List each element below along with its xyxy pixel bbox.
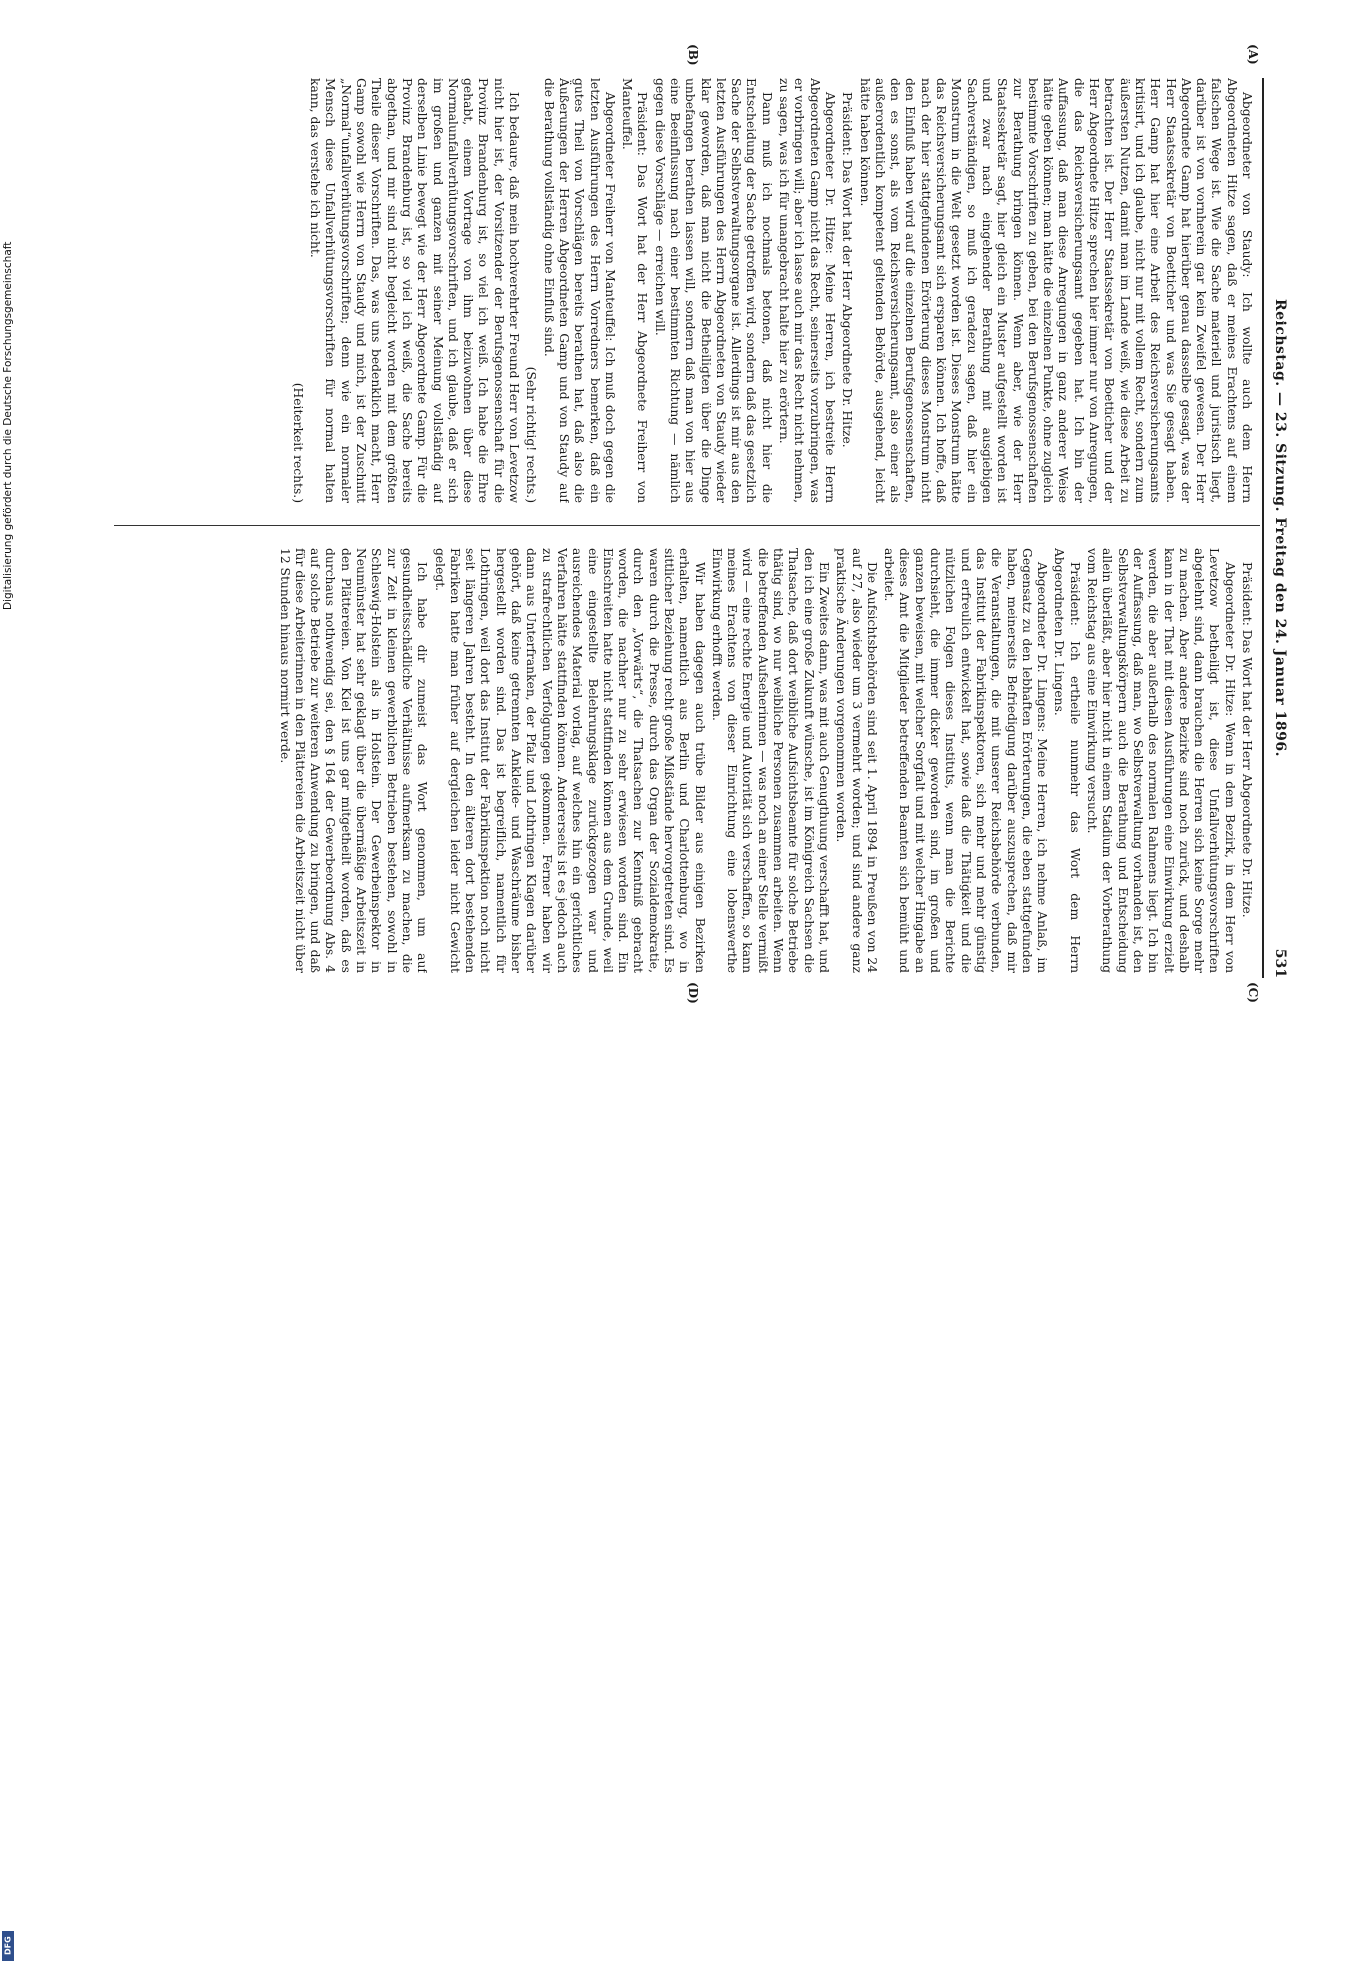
paragraph: Abgeordneter Dr. Lingens: Meine Herren, ich nehme Anlaß, im Gegensatz zu den lebhaften Erörterungen, die eben stattgefunden haben, meinerseits Befriedigung darüber auszusprechen, daß mir die Veranstaltungen, die mit unserer Reichsbehörde verbunden, das Institut der Fabrikinspektoren, sich mehr und mehr günstig und erfreulich entwickelt hat, sowie daß die Thätigkeit und die nützlichen Folgen dieses Instituts, wenn man die Berichte durchsieht, die immer dicker geworden sind, im großen und ganzen beweisen, mit welcher Sorgfalt und mit welcher Hingabe an dieses Amt die Mitglieder betreffenden Beamten sich bemüht und arbeitet. [882, 548, 1050, 973]
text-column-right [114, 548, 1254, 973]
paragraph: Präsident: Das Wort hat der Herr Abgeordnete Freiherr von Manteuffel. [620, 78, 650, 503]
paragraph: Präsident: Ich ertheile nunmehr das Wort dem Herrn Abgeordneten Dr. Lingens. [1052, 548, 1082, 973]
dfg-logo: DFG [2, 1931, 14, 1961]
paragraph: Ein Zweites dann, was mit auch Genugthuung verschafft hat, und den ich eine große Zukunft wünsche, ist im Königreich Sachsen die Thatsache, daß dort weibliche Aufsichtsbeamte für solche Betriebe thätig sind, wo nur weibliche Personen zusammen arbeiten. Wenn die betreffenden Aufseherinnen — was noch an einer Stelle vermißt wird — eine rechte Energie und Autorität sich verschaffen, so kann meines Erachtens von dieser Einrichtung eine lobenswerthe Einwirkung erhofft werden. [709, 548, 831, 973]
text-column-left [114, 78, 1254, 503]
paragraph: Präsident: Das Wort hat der Herr Abgeordnete Dr. Hitze. [1240, 562, 1254, 918]
margin-mark-a: (A) [1246, 44, 1260, 65]
paragraph: Abgeordneter von Staudy: Ich wollte auch dem Herrn Abgeordneten Hitze sagen, daß er meines Erachtens auf einem falschen Wege ist. Wie die Sache materiell und juristisch liegt, darüber ist von vornherein gar kein Zweifel gewesen. Der Herr Abgeordnete Gamp hat hierüber genau dasselbe gesagt, was der Herr Staatssekretär von Boetticher und was Sie gesagt haben. Herr Gamp hat hier eine Arbeit des Reichsversicherungsamts kritisirt, und ich glaube, nicht nur mit vollem Recht, sondern zum äußersten Nutzen, damit man im Lande weiß, wie diese Arbeit zu betrachten ist. Der Herr Staatssekretär von Boetticher und der Herr Abgeordnete Hitze sprechen hier immer nur von Anregungen, die das Reichsversicherungsamt gegeben hat. Ich bin der Auffassung, daß man diese Anregungen in ganz anderer Weise hätte geben können; man hätte die einzelnen Punkte, ohne zugleich bestimmte Vorschriften zu geben, bei den Berufsgenossenschaften zur Berathung bringen können. Wenn aber, wie der Herr Staatssekretär sagt, hier gleich ein Muster aufgestellt worden ist und zwar nach eingehender Berathung mit ausgiebigen Sachverständigen, so muß ich geradezu sagen, daß hier ein Monstrum in die Welt gesetzt worden ist. Dieses Monstrum hätte das Reichsversicherungsamt sich ersparen können. Ich hoffe, daß nach der hier stattgefundenen Erörterung dieses Monstrum nicht den Einfluß haben wird auf die einzelnen Berufsgenossenschaften, den es sonst, als vom Reichsversicherungsamt, also einer als außerordentlich kompetent geltenden Behörde, ausgehend, leicht hätte haben können. [857, 78, 1254, 503]
column-divider [114, 525, 1260, 526]
margin-mark-d: (D) [686, 982, 700, 1004]
paragraph: Wir haben dagegen auch trübe Bilder aus einigen Bezirken erhalten, namentlich aus Berlin und Charlottenburg, wo in sittlicher Beziehung recht große Mißstände hervorgetreten sind. Es waren durch die Presse, durch das Organ der Sozialdemokratie, durch den „Vorwärts“, die Thatsachen zur Kenntniß gebracht worden, die nachher nur zu sehr erwiesen worden sind. Ein Einschreiten hatte nicht stattfinden können aus dem Grunde, weil eine eingestellte Belehrungsklage zurückgezogen war und ausreichendes Material vorlag, auf welches hin ein gerichtliches Verfahren hätte stattfinden können. Andererseits ist es jedoch auch zu strafrechtlichen Verfolgungen gekommen. Ferner haben wir dann aus Unterfranken, der Pfalz und Lothringen Klagen darüber gehört, daß keine getrennten Ankleide- und Waschräume bisher hergestellt worden sind. Das ist begreiflich, namentlich für Lothringen, weil dort das Institut der Fabrikinspektion noch nicht seit längeren Jahren besteht. In den älteren dort bestehenden Fabriken hatte man früher auf dergleichen leider nicht Gewicht gelegt. [432, 548, 707, 973]
paragraph: Abgeordneter Dr. Hitze: Wenn in dem Bezirk, in dem Herr von Levetzow betheiligt ist, diese Unfallverhütungsvorschriften abgelehnt sind, dann brauchen die Herren sich keine Sorge mehr zu machen. Aber andere Bezirke sind noch zurück, und deshalb kann in der That mit diesen Ausführungen eine Einwirkung erzielt werden, die aber außerhalb des normalen Rahmens liegt. Ich bin der Auffassung, daß man, wo Selbstverwaltung vorhanden ist, den Selbstverwaltungskörpern auch die Berathung und Entscheidung allein überläßt, aber hier nicht in einem Stadium der Vorberathung vom Reichstag aus eine Einwirkung versucht. [1085, 548, 1237, 973]
digitization-credit: Digitalisierung gefördert durch die Deutsche Forschungsgemeinschaft [2, 241, 14, 610]
interjection: (Heiterkeit rechts.) [290, 382, 305, 503]
page-header [1262, 78, 1290, 978]
paragraph: Präsident: Das Wort hat der Herr Abgeordnete Dr. Hitze. [840, 92, 855, 448]
paragraph: Die Aufsichtsbehörden sind seit 1. April 1894 in Preußen von 24 auf 27, also wieder um 3 vermehrt worden; und sind andere ganz praktische Änderungen vorgenommen worden. [834, 548, 879, 973]
paragraph: Abgeordneter Freiherr von Manteuffel: Ich muß doch gegen die letzten Ausführungen des Herrn Vorredners bemerken, daß ein gutes Theil von Vorschlägen bereits berathen hat, daß also die Äußerungen der Herren Abgeordneten Gamp und von Staudy auf die Berathung vollständig ohne Einfluß sind. [541, 78, 617, 503]
footer-credit [0, 965, 16, 1956]
paragraph: Ich habe dir zumeist das Wort genommen, um auf gesundheitsschädliche Verhältnisse aufmerksam zu machen, die zur Zeit in kleinen gewerblichen Betrieben bestehen, sowohl in Schleswig-Holstein als in Holstein. Der Gewerbeinspektor in Neumünster hat sehr geklagt über die übermäßige Arbeitszeit in den Plättereien. Von Kiel ist uns gar mitgetheilt worden, daß es durchaus nothwendig sei, den § 164 der Gewerbeordnung Abs. 4 auf solche Betriebe zur weiteren Anwendung zu bringen, und daß für diese Arbeiterinnen in den Plättereien die Arbeitszeit nicht über 12 Stunden hinaus normirt werde. [277, 548, 430, 973]
header-title: Reichstag. — 23. Sitzung. Freitag den 24. Januar 1896. [1272, 298, 1288, 758]
page-number: 531 [1272, 948, 1288, 978]
margin-mark-c: (C) [1246, 982, 1260, 1003]
paragraph: Ich bedaure, daß mein hochverehrter Freund Herr von Levetzow nicht hier ist, der Vorsitzender der Berufsgenossenschaft für die Provinz Brandenburg ist, so viel ich weiß. Ich habe die Ehre gehabt, einem Vortrage von ihm beizuwohnen über diese Normalunfallverhütungsvorschriften, und ich glaube, daß er sich im großen und ganzen mit seiner Meinung vollständig auf derselben Linie bewegt wie der Herr Abgeordnete Gamp. Für die Provinz Brandenburg ist, so viel ich weiß, die Sache bereits abgethan, und mir sind nicht begleicht worden mit dem größten Theile dieser Vorschriften. Das, was uns bedenklich macht, Herr Gamp sowohl wie Herrn von Staudy und mich, ist der Zuschnitt „Normal“unfallverhütungsvorschriften; denn wie ein normaler Mensch diese Unfallverhütungsvorschriften für normal halten kann, das verstehe ich nicht. [308, 78, 522, 503]
interjection: (Sehr richtig! rechts.) [524, 366, 539, 503]
rotated-page [110, 44, 1290, 1004]
margin-mark-b: (B) [686, 44, 700, 66]
paragraph: Dann muß ich nochmals betonen, daß nicht hier die Entscheidung der Sache getroffen wird, sondern daß das gesetzlich Sache der Selbstverwaltungsorgane ist. Allerdings ist mir aus den letzten Ausführungen des Herrn Abgeordneten von Staudy wieder klar geworden, daß man nicht die Betheiligten über die Dinge unbefangen berathen lassen will, sondern daß man von hier aus eine Beeinflussung nach einer bestimmten Richtung — nämlich gegen diese Vorschläge — erreichen will. [652, 78, 774, 503]
paragraph: Abgeordneter Dr. Hitze: Meine Herren, ich bestreite Herrn Abgeordneten Gamp nicht das Recht, seinerseits vorzubringen, was er vorbringen will; aber ich lasse auch mir das Recht nicht nehmen, zu sagen, was ich für unangebracht halte hier zu erörtern. [777, 78, 837, 503]
